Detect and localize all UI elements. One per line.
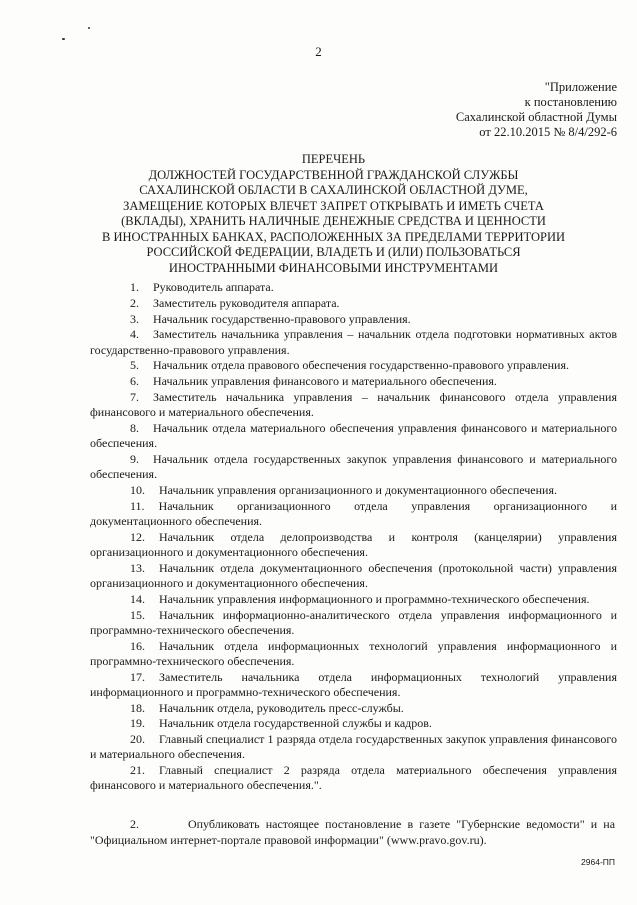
list-item <box>90 312 617 327</box>
title-line: САХАЛИНСКОЙ ОБЛАСТИ В САХАЛИНСКОЙ ОБЛАСТНОЙ ДУМЕ, <box>139 183 528 197</box>
title-line: ЗАМЕЩЕНИЕ КОТОРЫХ ВЛЕЧЕТ ЗАПРЕТ ОТКРЫВАТЬ И ИМЕТЬ СЧЕТА <box>123 198 544 213</box>
list-item-text: Начальник управления информационного и программно-технического обеспечения. <box>159 591 590 606</box>
list-item-text: Начальник управления финансового и материального обеспечения. <box>153 374 497 389</box>
list-item-number: 12. <box>130 529 145 544</box>
list-item <box>90 390 617 420</box>
list-item-text: Начальник управления организационного и документационного обеспечения. <box>159 482 557 497</box>
list-item <box>90 639 617 669</box>
list-item <box>90 561 617 591</box>
list-item <box>90 327 617 357</box>
title-line: ИНОСТРАННЫМИ ФИНАНСОВЫМИ ИНСТРУМЕНТАМИ <box>168 260 499 275</box>
list-item-text: Начальник отдела государственных закупок управления финансового и материального обеспечения. <box>90 451 617 482</box>
list-item-number: 10. <box>130 482 145 497</box>
list-item <box>90 280 617 295</box>
list-item <box>90 374 617 389</box>
list-item-text: Начальник отдела документационного обеспечения (протокольной части) управления организационного и документационного обеспечения. <box>90 560 617 590</box>
list-item-text: Начальник государственно-правового управления. <box>153 311 411 326</box>
list-item-number: 6. <box>130 374 139 389</box>
title-line: ПЕРЕЧЕНЬ <box>301 152 366 166</box>
list-item-number: 15. <box>130 607 145 622</box>
title-line: В ИНОСТРАННЫХ БАНКАХ, РАСПОЛОЖЕННЫХ ЗА ПРЕДЕЛАМИ ТЕРРИТОРИИ <box>101 229 566 244</box>
paragraph-number: 2. <box>130 817 139 831</box>
appendix-line: "Приложение <box>544 80 617 94</box>
appendix-line: от 22.10.2015 № 8/4/292-6 <box>479 125 617 139</box>
list-item-number: 19. <box>130 716 145 731</box>
paragraph-text: Опубликовать настоящее постановление в газете "Губернские ведомости" и на "Официальном интернет-портале правовой информации" (www.pravo.gov.ru). <box>90 817 616 847</box>
list-item-text: Начальник отдела информационных технологий управления информационного и программно-технического обеспечения. <box>90 638 617 668</box>
list-item <box>90 670 617 700</box>
page-number: 2 <box>315 44 322 59</box>
list-item-number: 14. <box>130 591 145 606</box>
publication-paragraph <box>90 817 615 848</box>
list-item <box>90 296 617 311</box>
list-item <box>90 421 617 451</box>
list-item <box>90 592 617 607</box>
list-item <box>90 530 617 560</box>
list-item-text: Начальник отдела делопроизводства и контроля (канцелярии) управления организационного и документационного обеспечения. <box>90 529 617 559</box>
appendix-line: к постановлению <box>524 95 617 109</box>
list-item-text: Начальник организационного отдела управления организационного и документационного обеспечения. <box>90 498 617 528</box>
footer-code: 2964-ПП <box>581 857 615 867</box>
list-item <box>90 608 617 638</box>
list-item-text: Начальник отдела государственной службы и кадров. <box>159 716 432 731</box>
list-item-number: 9. <box>130 451 139 466</box>
scan-speck <box>88 27 90 29</box>
list-item-number: 17. <box>130 669 145 684</box>
list-item-text: Начальник отдела, руководитель пресс-службы. <box>159 700 404 715</box>
list-item-text: Начальник отдела правового обеспечения государственно-правового управления. <box>153 358 569 373</box>
list-item-number: 13. <box>130 560 145 575</box>
scan-speck <box>62 38 65 40</box>
list-item-number: 21. <box>130 763 145 778</box>
list-item <box>90 701 617 716</box>
list-item <box>90 716 617 731</box>
list-item-text: Заместитель начальника управления – начальник финансового отдела управления финансового и материального обеспечения. <box>90 389 617 420</box>
document-title <box>60 152 607 276</box>
list-item-text: Главный специалист 1 разряда отдела государственных закупок управления финансового и материального обеспечения. <box>90 732 617 762</box>
list-item-number: 4. <box>130 327 139 342</box>
list-item-number: 18. <box>130 700 145 715</box>
list-item-number: 7. <box>130 389 139 404</box>
list-item <box>90 499 617 529</box>
list-item <box>90 483 617 498</box>
list-item-text: Заместитель начальника отдела информационных технологий управления информационного и программно-технического обеспечения. <box>90 669 617 699</box>
list-item-number: 3. <box>130 311 139 326</box>
list-item-number: 5. <box>130 358 139 373</box>
list-item-text: Начальник отдела материального обеспечения управления финансового и материального обеспечения. <box>90 420 617 451</box>
title-line: (ВКЛАДЫ), ХРАНИТЬ НАЛИЧНЫЕ ДЕНЕЖНЫЕ СРЕДСТВА И ЦЕННОСТИ <box>121 214 546 228</box>
list-item-number: 2. <box>130 295 139 310</box>
list-item-number: 11. <box>130 498 145 513</box>
title-line: РОССИЙСКОЙ ФЕДЕРАЦИИ, ВЛАДЕТЬ И (ИЛИ) ПОЛЬЗОВАТЬСЯ <box>146 245 521 259</box>
list-item-number: 8. <box>130 420 139 435</box>
list-item-text: Начальник информационно-аналитического отдела управления информационного и программно-технического обеспечения. <box>90 607 617 637</box>
list-item-text: Главный специалист 2 разряда отдела материального обеспечения управления финансового и материального обеспечения.". <box>90 763 617 793</box>
list-item-text: Заместитель руководителя аппарата. <box>153 295 340 310</box>
appendix-line: Сахалинской областной Думы <box>455 110 617 124</box>
list-item-text: Заместитель начальника управления – начальник отдела подготовки нормативных актов государственно-правового управления. <box>90 327 617 357</box>
list-item <box>90 732 617 762</box>
list-item-number: 1. <box>130 280 139 294</box>
list-item-number: 16. <box>130 638 145 653</box>
appendix-header <box>456 80 617 140</box>
position-list <box>90 280 617 794</box>
list-item <box>90 358 617 373</box>
list-item <box>90 452 617 482</box>
title-line: ДОЛЖНОСТЕЙ ГОСУДАРСТВЕННОЙ ГРАЖДАНСКОЙ СЛУЖБЫ <box>148 167 519 182</box>
list-item <box>90 763 617 793</box>
list-item-number: 20. <box>130 732 145 747</box>
list-item-text: Руководитель аппарата. <box>153 280 274 294</box>
